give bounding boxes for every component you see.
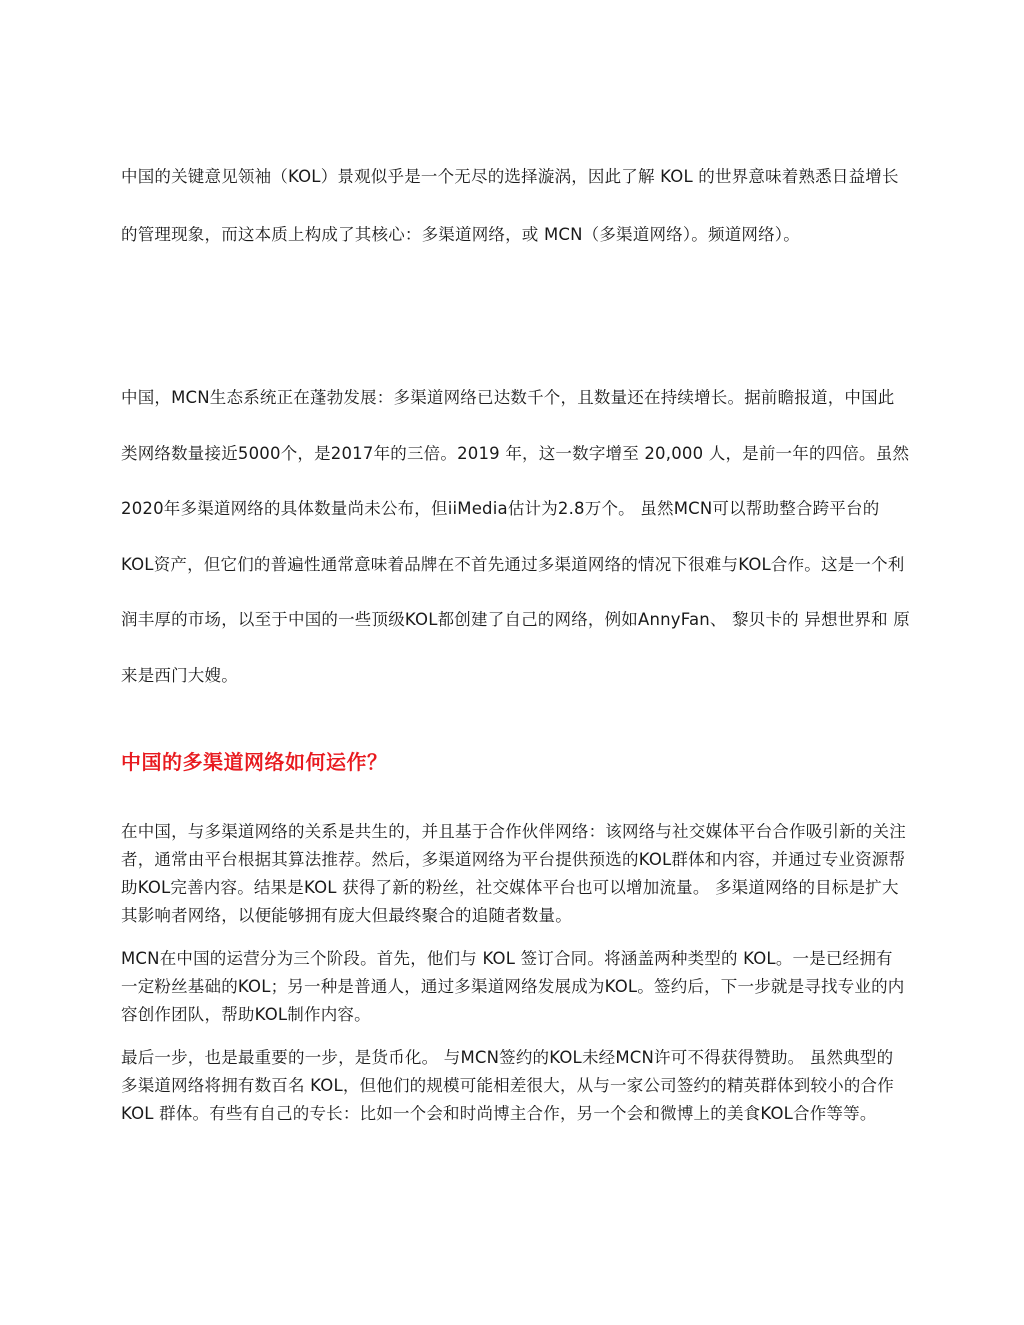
- mcn-growth-text: 中国，MCN生态系统正在蓬勃发展：多渠道网络已达数千个，且数量还在持续增长。据前瞻报道，中国此类网络数量接近5000个，是2017年的三倍。2019 年，这一数字增至 20,000 人，是前一年的四倍。虽然2020年多渠道网络的具体数量尚未公布，但iiMedia估计为2.8万个。 虽然MCN可以帮助整合跨平台的KOL资产，但它们的普遍性通常意味着品牌在不首先通过多渠道网络的情况下很难与KOL合作。这是一个利润丰厚的市场，以至于中国的一些顶级KOL都创建了自己的网络，例如AnnyFan、 黎贝卡的 异想世界和 原来是西门大嫂。: [121, 388, 910, 685]
- section-paragraph-1: 在中国，与多渠道网络的关系是共生的，并且基于合作伙伴网络：该网络与社交媒体平台合作吸引新的关注者，通常由平台根据其算法推荐。然后，多渠道网络为平台提供预选的KOL群体和内容，并通过专业资源帮助KOL完善内容。结果是KOL 获得了新的粉丝，社交媒体平台也可以增加流量。 多渠道网络的目标是扩大其影响者网络，以便能够拥有庞大但最终聚合的追随者数量。: [121, 822, 906, 925]
- section-heading: 中国的多渠道网络如何运作？: [121, 750, 388, 774]
- mcn-growth-paragraph: [121, 370, 911, 703]
- section-paragraph-2: MCN在中国的运营分为三个阶段。首先，他们与 KOL 签订合同。将涵盖两种类型的 KOL。一是已经拥有一定粉丝基础的KOL；另一种是普通人，通过多渠道网络发展成为KOL。签约后，下一步就是寻找专业的内容创作团队，帮助KOL制作内容。: [121, 949, 905, 1024]
- intro-text: 中国的关键意见领袖（KOL）景观似乎是一个无尽的选择漩涡，因此了解 KOL 的世界意味着熟悉日益增长的管理现象，而这本质上构成了其核心：多渠道网络，或 MCN（多渠道网络）。频道网络）。: [121, 167, 899, 244]
- intro-paragraph: [121, 148, 911, 264]
- section-paragraph-3: 最后一步，也是最重要的一步，是货币化。 与MCN签约的KOL未经MCN许可不得获得赞助。 虽然典型的多渠道网络将拥有数百名 KOL，但他们的规模可能相差很大，从与一家公司签约的精英群体到较小的合作 KOL 群体。有些有自己的专长：比如一个会和时尚博主合作，另一个会和微博上的美食KOL合作等等。: [121, 1048, 894, 1123]
- section-body: [121, 818, 906, 1143]
